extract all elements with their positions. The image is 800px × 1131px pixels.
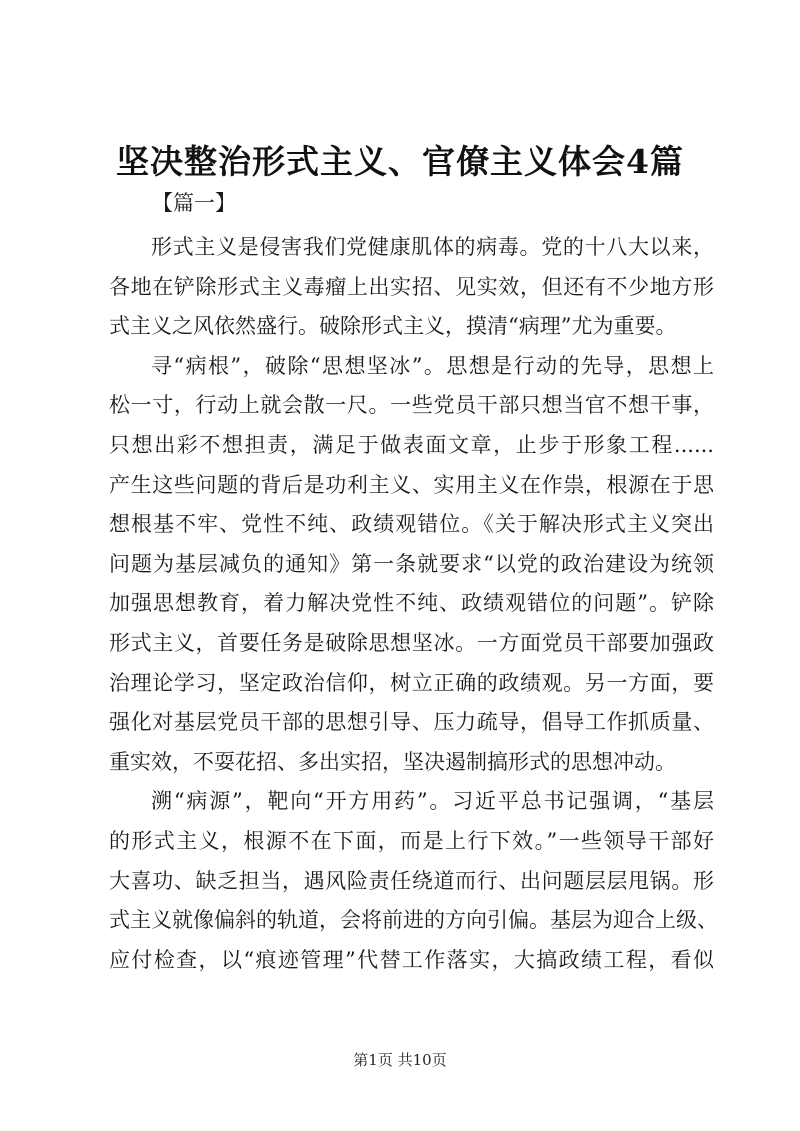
text-line: 大喜功、缺乏担当，遇风险责任绕道而行、出问题层层甩锅。形	[109, 868, 714, 893]
section-label: 【篇一】	[152, 191, 236, 215]
text-line: 式主义就像偏斜的轨道，会将前进的方向引偏。基层为迎合上级、	[109, 908, 718, 933]
text-line: 强化对基层党员干部的思想引导、压力疏导，倡导工作抓质量、	[109, 710, 714, 735]
text-line: 松一寸，行动上就会散一尺。一些党员干部只想当官不想干事，	[109, 393, 714, 418]
text-line: 寻“病根”，破除“思想坚冰”。思想是行动的先导，思想上	[151, 353, 714, 378]
text-line: 想根基不牢、党性不纯、政绩观错位。《关于解决形式主义突出	[109, 512, 714, 537]
text-line: 各地在铲除形式主义毒瘤上出实招、见实效，但还有不少地方形	[109, 274, 714, 299]
text-line: 只想出彩不想担责，满足于做表面文章，止步于形象工程......	[109, 432, 714, 457]
text-line: 形式主义是侵害我们党健康肌体的病毒。党的十八大以来，	[151, 235, 714, 259]
paragraph	[109, 228, 714, 347]
text-line: 的形式主义，根源不在下面，而是上行下效。”一些领导干部好	[109, 828, 714, 853]
text-line: 形式主义，首要任务是破除思想坚冰。一方面党员干部要加强政	[109, 630, 714, 655]
text-line: 问题为基层减负的通知》第一条就要求“以党的政治建设为统领	[109, 551, 714, 576]
paragraph	[109, 782, 718, 980]
document-title: 坚决整治形式主义、官僚主义体会4篇	[116, 142, 684, 181]
text-line: 产生这些问题的背后是功利主义、实用主义在作祟，根源在于思	[109, 472, 714, 497]
text-line: 治理论学习，坚定政治信仰，树立正确的政绩观。另一方面，要	[109, 670, 714, 695]
text-line: 式主义之风依然盛行。破除形式主义，摸清“病理”尤为重要。	[109, 314, 677, 339]
document-body	[109, 228, 718, 980]
page-footer: 第1页 共10页	[353, 1051, 447, 1069]
text-line: 应付检查，以“痕迹管理”代替工作落实，大搞政绩工程，看似	[109, 947, 714, 972]
text-line: 溯“病源”，靶向“开方用药”。习近平总书记强调，“基层	[151, 789, 714, 814]
text-line: 加强思想教育，着力解决党性不纯、政绩观错位的问题”。铲除	[109, 591, 714, 616]
text-line: 重实效，不耍花招、多出实招，坚决遏制搞形式的思想冲动。	[109, 749, 676, 774]
paragraph	[109, 347, 714, 783]
